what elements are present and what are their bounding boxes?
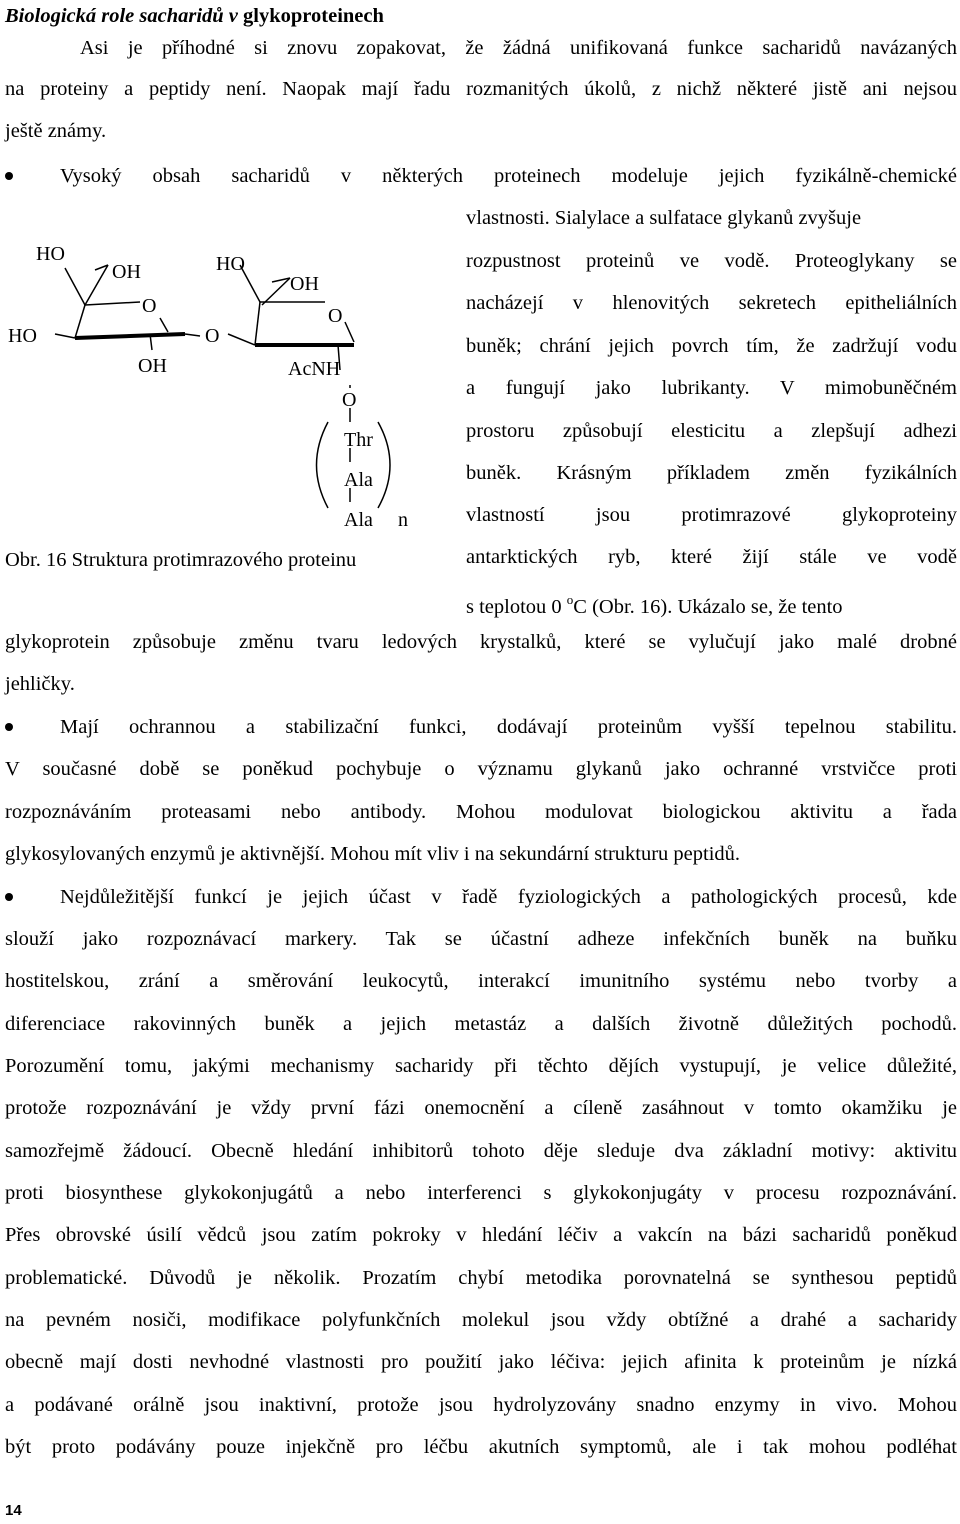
label-o-ring-1: O	[142, 295, 157, 317]
bullet1-wrap-line-6: prostoru způsobují elesticitu a zlepšují adhezi	[466, 420, 957, 442]
bullet1-wrap-line-7: buněk. Krásným příkladem změn fyzikálních	[466, 462, 957, 484]
bullet-dot-1	[5, 172, 13, 180]
section-heading	[5, 3, 384, 29]
label-ho-3: HO	[8, 325, 37, 347]
label-n: n	[398, 509, 408, 531]
temperature-text-after: C (Obr. 16). Ukázalo se, že tento	[573, 596, 843, 618]
repeat-bracket-left	[317, 422, 329, 508]
degree-superscript: o	[566, 592, 574, 607]
bullet3-line-8: proti biosynthese glykokonjugátů a nebo interferenci s glykokonjugáty v procesu rozpoznávání.	[5, 1182, 957, 1204]
bullet3-line-4: diferenciace rakovinných buněk a jejich metastáz a dalších životně důležitých pochodů.	[5, 1013, 957, 1035]
antifreeze-protein-structure	[0, 210, 460, 540]
intro-line-3: ještě známy.	[5, 120, 107, 142]
bullet3-line-12: obecně mají dosti nevhodné vlastnosti pro použití jako léčiva: jejich afinita k proteinům je nízká	[5, 1351, 957, 1373]
repeat-bracket-right	[378, 422, 390, 508]
bullet1-wrap-line-4: buněk; chrání jejich povrch tím, že zadržují vodu	[466, 335, 957, 357]
bullet3-line-13: a podávané orálně jsou inaktivní, protože jsou hydrolyzovány snadno enzymy in vivo. Mohou	[5, 1394, 957, 1416]
intro-line-1: Asi je příhodné si znovu zopakovat, že žádná unifikovaná funkce sacharidů navázaných	[80, 37, 957, 59]
bullet3-line-2: slouží jako rozpoznávací markery. Tak se účastní adheze infekčních buněk na buňku	[5, 928, 957, 950]
bullet1-wrap-line-5: a fungují jako lubrikanty. V mimobuněčném	[466, 377, 957, 399]
bullet1-wrap-line-10	[466, 586, 957, 621]
bullet3-line-7: samozřejmě žádoucí. Obecně hledání inhibitorů tohoto děje sleduje dva základní motivy: aktivitu	[5, 1140, 957, 1162]
bullet1-wrap-line-2: rozpustnost proteinů ve vodě. Proteoglykany se	[466, 250, 957, 272]
bullet3-line-10: problematické. Důvodů je několik. Prozatím chybí metodika porovnatelná se synthesou peptidů	[5, 1267, 957, 1289]
label-o-link: O	[205, 325, 220, 347]
bullet-dot-3	[5, 893, 13, 901]
label-o-ring-2: O	[328, 305, 343, 327]
bullet1-wrap-line-1: vlastnosti. Sialylace a sulfatace glykanů zvyšuje	[466, 207, 862, 229]
label-oh-2: OH	[290, 273, 319, 295]
bullet3-line-3: hostitelskou, zrání a směrování leukocytů, interakcí imunitního systému nebo tvorby a	[5, 970, 957, 992]
section-heading-sub: glykoproteinech	[243, 5, 384, 27]
bullet1-tail-line-1: glykoprotein způsobuje změnu tvaru ledových krystalků, které se vylučují jako malé drobné	[5, 631, 957, 653]
page-number: 14	[5, 1502, 22, 1519]
bullet3-line-6: protože rozpoznávání je vždy první fázi onemocnění a cíleně zasáhnout v tomto okamžiku je	[5, 1097, 957, 1119]
bullet1-wrap-line-8: vlastností jsou protimrazové glykoproteiny	[466, 504, 957, 526]
bullet3-line-5: Porozumění tomu, jakými mechanismy sacharidy při těchto dějích vystupují, je velice důležité,	[5, 1055, 957, 1077]
label-ala-1: Ala	[344, 469, 373, 491]
label-oh-1: OH	[112, 261, 141, 283]
temperature-text-before: s teplotou 0	[466, 596, 562, 618]
bullet3-line-9: Přes obrovské úsilí vědců jsou zatím pokroky v hledání léčiv a vakcín na bázi sacharidů poněkud	[5, 1224, 957, 1246]
bullet3-line-14: být proto podávány pouze injekčně pro léčbu akutních symptomů, ale i tak mohou podléhat	[5, 1436, 957, 1458]
bullet1-tail-line-2: jehličky.	[5, 673, 75, 695]
bullet1-wrap-line-9: antarktických ryb, které žijí stále ve vodě	[466, 546, 957, 568]
bullet3-line-1: Nejdůležitější funkcí je jejich účast v řadě fyziologických a pathologických procesů, kde	[60, 886, 957, 908]
label-acnh: AcNH	[288, 358, 341, 380]
label-thr: Thr	[344, 429, 373, 451]
figure-caption: Obr. 16 Struktura protimrazového proteinu	[5, 549, 357, 571]
label-ala-2: Ala	[344, 509, 373, 531]
bullet2-line-3: rozpoznáváním proteasami nebo antibody. Mohou modulovat biologickou aktivitu a řada	[5, 801, 957, 823]
label-o-thr: O	[342, 389, 357, 411]
section-heading-main: Biologická role sacharidů v	[5, 5, 238, 27]
label-ho-2: HO	[216, 253, 245, 275]
bullet2-line-4: glykosylovaných enzymů je aktivnější. Mohou mít vliv i na sekundární strukturu peptidů.	[5, 843, 741, 865]
bullet3-line-11: na pevném nosiči, modifikace polyfunkčních molekul jsou vždy obtížné a drahé a sacharidy	[5, 1309, 957, 1331]
bullet1-wrap-line-3: nacházejí v hlenovitých sekretech epitheliálních	[466, 292, 957, 314]
label-oh-3: OH	[138, 355, 167, 377]
bullet1-line-first: Vysoký obsah sacharidů v některých proteinech modeluje jejich fyzikálně-chemické	[60, 165, 957, 187]
intro-line-2: na proteiny a peptidy není. Naopak mají řadu rozmanitých úkolů, z nichž některé jistě ani nejsou	[5, 78, 957, 100]
bullet-dot-2	[5, 723, 13, 731]
bullet2-line-1: Mají ochrannou a stabilizační funkci, dodávají proteinům vyšší tepelnou stabilitu.	[60, 716, 957, 738]
bullet2-line-2: V současné době se poněkud pochybuje o významu glykanů jako ochranné vrstvičce proti	[5, 758, 957, 780]
label-ho-1: HO	[36, 243, 65, 265]
